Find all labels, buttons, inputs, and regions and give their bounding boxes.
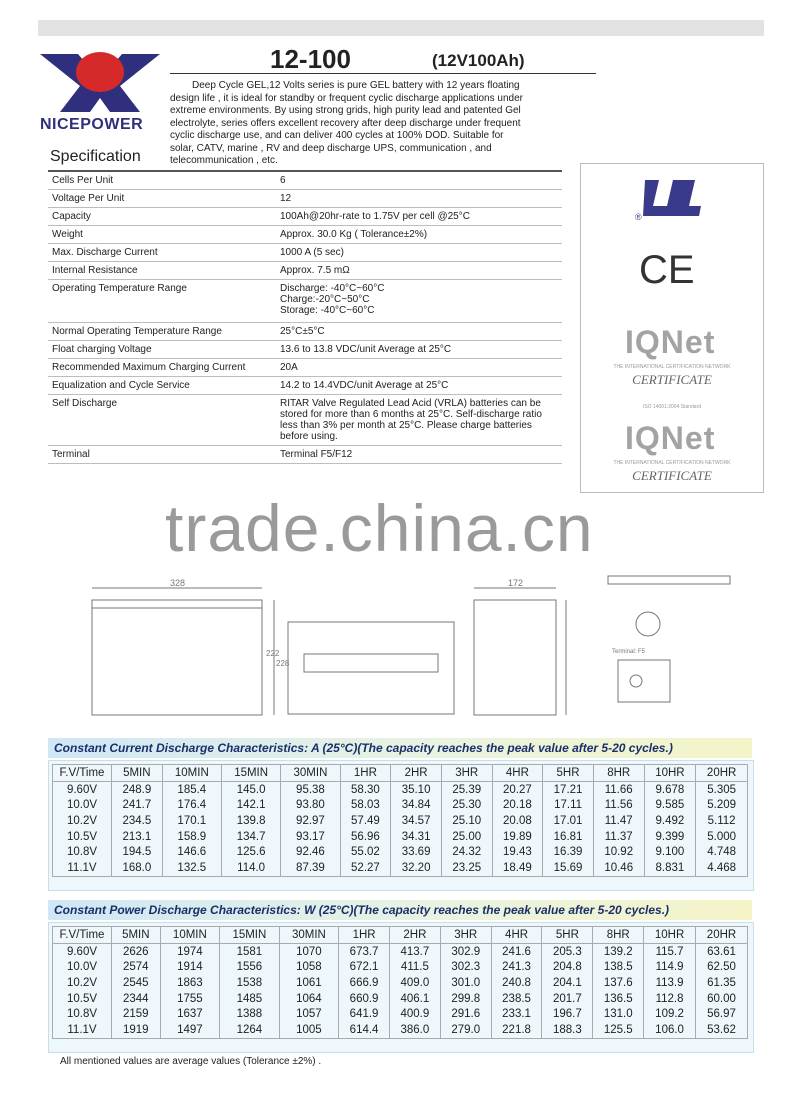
column-header: 1HR — [339, 927, 390, 944]
spec-value: 1000 A (5 sec) — [276, 244, 562, 262]
table-row — [53, 991, 748, 1007]
value-cell: 112.8 — [644, 991, 696, 1007]
value-cell: 87.39 — [281, 860, 340, 876]
value-cell: 1388 — [220, 1006, 280, 1022]
column-header: 8HR — [593, 927, 644, 944]
value-cell: 11.47 — [593, 813, 644, 829]
value-cell: 92.97 — [281, 813, 340, 829]
battery-dimension-drawings — [52, 560, 750, 730]
value-cell: 16.81 — [543, 829, 594, 845]
spec-value: Discharge: -40°C~60°C Charge:-20°C~50°C Storage: -40°C~60°C — [276, 280, 562, 323]
value-cell: 114.9 — [644, 960, 696, 976]
brand-name: NICEPOWER — [40, 116, 144, 133]
voltage-cell: 10.8V — [53, 844, 112, 860]
value-cell: 53.62 — [696, 1022, 748, 1038]
table-row — [53, 1022, 748, 1038]
value-cell: 95.38 — [281, 782, 340, 798]
spec-row — [48, 395, 562, 446]
value-cell: 1538 — [220, 975, 280, 991]
voltage-cell: 11.1V — [53, 1022, 112, 1038]
value-cell: 138.5 — [593, 960, 644, 976]
dim-length: 328 — [170, 578, 186, 588]
spec-key: Capacity — [48, 208, 276, 226]
value-cell: 291.6 — [440, 1006, 491, 1022]
nicepower-logo — [38, 46, 162, 116]
spec-value: 20A — [276, 359, 562, 377]
voltage-cell: 10.2V — [53, 975, 112, 991]
table-row — [53, 844, 748, 860]
value-cell: 93.80 — [281, 798, 340, 814]
value-cell: 660.9 — [339, 991, 390, 1007]
column-header: F.V/Time — [53, 765, 112, 782]
value-cell: 139.8 — [221, 813, 280, 829]
voltage-cell: 9.60V — [53, 782, 112, 798]
current-table-header: Constant Current Discharge Characteristics: A (25°C)(The capacity reaches the peak value after 5-20 cycles.) — [48, 738, 752, 758]
spec-key: Self Discharge — [48, 395, 276, 446]
value-cell: 9.678 — [644, 782, 696, 798]
iqnet-network-1: THE INTERNATIONAL CERTIFICATION NETWORK — [613, 364, 731, 370]
value-cell: 57.49 — [340, 813, 391, 829]
value-cell: 25.10 — [441, 813, 492, 829]
value-cell: 8.831 — [644, 860, 696, 876]
spec-row — [48, 377, 562, 395]
iqnet-logo-1: IQNet — [625, 324, 716, 360]
spec-row — [48, 208, 562, 226]
voltage-cell: 9.60V — [53, 944, 112, 960]
value-cell: 238.5 — [491, 991, 542, 1007]
value-cell: 17.01 — [543, 813, 594, 829]
value-cell: 2344 — [112, 991, 161, 1007]
value-cell: 11.66 — [593, 782, 644, 798]
value-cell: 301.0 — [440, 975, 491, 991]
certificate-caption-2: CERTIFICATE — [632, 468, 712, 483]
value-cell: 114.0 — [221, 860, 280, 876]
column-header: 10MIN — [162, 765, 221, 782]
value-cell: 1637 — [160, 1006, 220, 1022]
column-header: 5HR — [543, 765, 594, 782]
value-cell: 5.000 — [696, 829, 748, 845]
value-cell: 5.305 — [696, 782, 748, 798]
spec-key: Max. Discharge Current — [48, 244, 276, 262]
column-header: 30MIN — [281, 765, 340, 782]
value-cell: 61.35 — [696, 975, 748, 991]
value-cell: 18.49 — [492, 860, 543, 876]
power-table-header: Constant Power Discharge Characteristics: W (25°C)(The capacity reaches the peak value after 5-20 cycles.) — [48, 900, 752, 920]
column-header: 3HR — [440, 927, 491, 944]
iqnet-network-2: THE INTERNATIONAL CERTIFICATION NETWORK — [613, 460, 731, 466]
value-cell: 9.399 — [644, 829, 696, 845]
value-cell: 641.9 — [339, 1006, 390, 1022]
value-cell: 299.8 — [440, 991, 491, 1007]
column-header: 2HR — [391, 765, 442, 782]
terminal-label: Terminal: F5 — [612, 649, 646, 655]
value-cell: 9.492 — [644, 813, 696, 829]
value-cell: 386.0 — [389, 1022, 440, 1038]
value-cell: 25.39 — [441, 782, 492, 798]
value-cell: 125.5 — [593, 1022, 644, 1038]
footnote: All mentioned values are average values (Tolerance ±2%) . — [60, 1056, 322, 1067]
voltage-cell: 10.5V — [53, 991, 112, 1007]
table-row — [53, 829, 748, 845]
value-cell: 2574 — [112, 960, 161, 976]
value-cell: 19.89 — [492, 829, 543, 845]
spec-row — [48, 171, 562, 190]
spec-value: 100Ah@20hr-rate to 1.75V per cell @25°C — [276, 208, 562, 226]
value-cell: 17.21 — [543, 782, 594, 798]
spec-row — [48, 341, 562, 359]
value-cell: 1919 — [112, 1022, 161, 1038]
dim-height: 222 — [266, 649, 280, 658]
table-row — [53, 975, 748, 991]
value-cell: 34.84 — [391, 798, 442, 814]
value-cell: 92.46 — [281, 844, 340, 860]
value-cell: 302.9 — [440, 944, 491, 960]
value-cell: 201.7 — [542, 991, 593, 1007]
value-cell: 204.1 — [542, 975, 593, 991]
value-cell: 20.27 — [492, 782, 543, 798]
value-cell: 115.7 — [644, 944, 696, 960]
spec-value: 6 — [276, 171, 562, 190]
value-cell: 409.0 — [389, 975, 440, 991]
ce-mark: CE — [639, 248, 695, 292]
value-cell: 241.6 — [491, 944, 542, 960]
value-cell: 666.9 — [339, 975, 390, 991]
spec-title: Specification — [50, 148, 141, 165]
value-cell: 52.27 — [340, 860, 391, 876]
value-cell: 10.46 — [593, 860, 644, 876]
spec-row — [48, 359, 562, 377]
value-cell: 4.468 — [696, 860, 748, 876]
value-cell: 241.3 — [491, 960, 542, 976]
value-cell: 137.6 — [593, 975, 644, 991]
spec-row — [48, 280, 562, 323]
voltage-cell: 10.5V — [53, 829, 112, 845]
column-header: 20HR — [696, 765, 748, 782]
value-cell: 1581 — [220, 944, 280, 960]
value-cell: 406.1 — [389, 991, 440, 1007]
value-cell: 25.30 — [441, 798, 492, 814]
value-cell: 302.3 — [440, 960, 491, 976]
voltage-cell: 10.0V — [53, 960, 112, 976]
value-cell: 185.4 — [162, 782, 221, 798]
spec-value: 13.6 to 13.8 VDC/unit Average at 25°C — [276, 341, 562, 359]
watermark: trade.china.cn — [165, 491, 594, 565]
value-cell: 672.1 — [339, 960, 390, 976]
spec-value: Approx. 7.5 mΩ — [276, 262, 562, 280]
value-cell: 1755 — [160, 991, 220, 1007]
value-cell: 109.2 — [644, 1006, 696, 1022]
column-header: 5HR — [542, 927, 593, 944]
spec-row — [48, 226, 562, 244]
value-cell: 188.3 — [542, 1022, 593, 1038]
spec-value: 14.2 to 14.4VDC/unit Average at 25°C — [276, 377, 562, 395]
value-cell: 63.61 — [696, 944, 748, 960]
value-cell: 20.08 — [492, 813, 543, 829]
table-header-row — [53, 927, 748, 944]
certificates-panel — [580, 163, 764, 493]
spec-key: Recommended Maximum Charging Current — [48, 359, 276, 377]
value-cell: 400.9 — [389, 1006, 440, 1022]
value-cell: 233.1 — [491, 1006, 542, 1022]
column-header: 15MIN — [221, 765, 280, 782]
value-cell: 23.25 — [441, 860, 492, 876]
value-cell: 11.37 — [593, 829, 644, 845]
value-cell: 11.56 — [593, 798, 644, 814]
spec-value: RITAR Valve Regulated Lead Acid (VRLA) batteries can be stored for more than 6 months at 25°C. Self-discharge ratio less than 3% per month at 25°C. Please charge batteries before using. — [276, 395, 562, 446]
spec-key: Weight — [48, 226, 276, 244]
value-cell: 1058 — [279, 960, 339, 976]
model-subtitle: (12V100Ah) — [432, 51, 525, 70]
spec-value: Terminal F5/F12 — [276, 446, 562, 464]
value-cell: 2159 — [112, 1006, 161, 1022]
power-discharge-table — [52, 926, 748, 1039]
value-cell: 24.32 — [441, 844, 492, 860]
column-header: 15MIN — [220, 927, 280, 944]
value-cell: 213.1 — [112, 829, 163, 845]
value-cell: 62.50 — [696, 960, 748, 976]
spec-table — [48, 170, 562, 464]
value-cell: 4.748 — [696, 844, 748, 860]
spec-key: Float charging Voltage — [48, 341, 276, 359]
top-bar — [38, 20, 764, 36]
value-cell: 145.0 — [221, 782, 280, 798]
value-cell: 2545 — [112, 975, 161, 991]
intro-paragraph: Deep Cycle GEL,12 Volts series is pure GEL battery with 12 years floating design life , it is ideal for standby or frequent cyclic discharge applications under extreme environments. By using strong grids, high purity lead and patented Gel electrolyte, series offers excellent recovery after deep discharge under frequent cyclic discharge use, and can deliver 400 cycles at 100% DOD. Suitable for solar, CATV, marine , RV and deep discharge UPS, communication , and telecommunication , etc. — [170, 80, 523, 166]
column-header: 10HR — [644, 927, 696, 944]
value-cell: 1005 — [279, 1022, 339, 1038]
value-cell: 673.7 — [339, 944, 390, 960]
value-cell: 35.10 — [391, 782, 442, 798]
ul-mark-icon — [635, 176, 705, 220]
value-cell: 1914 — [160, 960, 220, 976]
value-cell: 221.8 — [491, 1022, 542, 1038]
column-header: 8HR — [593, 765, 644, 782]
spec-key: Terminal — [48, 446, 276, 464]
value-cell: 1264 — [220, 1022, 280, 1038]
value-cell: 168.0 — [112, 860, 163, 876]
value-cell: 25.00 — [441, 829, 492, 845]
value-cell: 20.18 — [492, 798, 543, 814]
column-header: 3HR — [441, 765, 492, 782]
value-cell: 1070 — [279, 944, 339, 960]
value-cell: 196.7 — [542, 1006, 593, 1022]
value-cell: 55.02 — [340, 844, 391, 860]
value-cell: 205.3 — [542, 944, 593, 960]
value-cell: 15.69 — [543, 860, 594, 876]
current-discharge-table — [52, 764, 748, 877]
value-cell: 58.03 — [340, 798, 391, 814]
value-cell: 411.5 — [389, 960, 440, 976]
spec-key: Equalization and Cycle Service — [48, 377, 276, 395]
column-header: 1HR — [340, 765, 391, 782]
value-cell: 19.43 — [492, 844, 543, 860]
model-title: 12-100 — [270, 44, 351, 74]
table-row — [53, 782, 748, 798]
value-cell: 32.20 — [391, 860, 442, 876]
voltage-cell: 10.2V — [53, 813, 112, 829]
value-cell: 34.57 — [391, 813, 442, 829]
column-header: F.V/Time — [53, 927, 112, 944]
table-row — [53, 1006, 748, 1022]
value-cell: 113.9 — [644, 975, 696, 991]
table-row — [53, 960, 748, 976]
voltage-cell: 11.1V — [53, 860, 112, 876]
value-cell: 134.7 — [221, 829, 280, 845]
voltage-cell: 10.8V — [53, 1006, 112, 1022]
spec-value: 12 — [276, 190, 562, 208]
title-rule — [170, 73, 596, 74]
column-header: 20HR — [696, 927, 748, 944]
column-header: 30MIN — [279, 927, 339, 944]
value-cell: 9.585 — [644, 798, 696, 814]
value-cell: 1863 — [160, 975, 220, 991]
column-header: 5MIN — [112, 765, 163, 782]
table-row — [53, 813, 748, 829]
svg-text:®: ® — [635, 212, 642, 220]
value-cell: 9.100 — [644, 844, 696, 860]
spec-key: Voltage Per Unit — [48, 190, 276, 208]
value-cell: 1061 — [279, 975, 339, 991]
column-header: 4HR — [491, 927, 542, 944]
value-cell: 241.7 — [112, 798, 163, 814]
value-cell: 240.8 — [491, 975, 542, 991]
value-cell: 204.8 — [542, 960, 593, 976]
column-header: 10HR — [644, 765, 696, 782]
iqnet-logo-2: IQNet — [625, 420, 716, 456]
value-cell: 33.69 — [391, 844, 442, 860]
value-cell: 56.96 — [340, 829, 391, 845]
value-cell: 106.0 — [644, 1022, 696, 1038]
table-row — [53, 944, 748, 960]
value-cell: 413.7 — [389, 944, 440, 960]
iso-standard-text: ISO 14001:2004 Standard — [642, 404, 702, 410]
spec-key: Cells Per Unit — [48, 171, 276, 190]
value-cell: 1485 — [220, 991, 280, 1007]
dim-width: 172 — [508, 578, 524, 588]
value-cell: 5.112 — [696, 813, 748, 829]
value-cell: 1497 — [160, 1022, 220, 1038]
value-cell: 58.30 — [340, 782, 391, 798]
value-cell: 1974 — [160, 944, 220, 960]
value-cell: 279.0 — [440, 1022, 491, 1038]
column-header: 4HR — [492, 765, 543, 782]
spec-key: Internal Resistance — [48, 262, 276, 280]
value-cell: 248.9 — [112, 782, 163, 798]
spec-value: 25°C±5°C — [276, 323, 562, 341]
value-cell: 17.11 — [543, 798, 594, 814]
value-cell: 60.00 — [696, 991, 748, 1007]
value-cell: 16.39 — [543, 844, 594, 860]
value-cell: 93.17 — [281, 829, 340, 845]
value-cell: 1057 — [279, 1006, 339, 1022]
value-cell: 234.5 — [112, 813, 163, 829]
spec-value: Approx. 30.0 Kg ( Tolerance±2%) — [276, 226, 562, 244]
value-cell: 1556 — [220, 960, 280, 976]
spec-row — [48, 262, 562, 280]
value-cell: 56.97 — [696, 1006, 748, 1022]
column-header: 10MIN — [160, 927, 220, 944]
value-cell: 2626 — [112, 944, 161, 960]
value-cell: 158.9 — [162, 829, 221, 845]
value-cell: 131.0 — [593, 1006, 644, 1022]
table-header-row — [53, 765, 748, 782]
spec-key: Normal Operating Temperature Range — [48, 323, 276, 341]
value-cell: 170.1 — [162, 813, 221, 829]
value-cell: 136.5 — [593, 991, 644, 1007]
value-cell: 5.209 — [696, 798, 748, 814]
value-cell: 132.5 — [162, 860, 221, 876]
table-row — [53, 860, 748, 876]
spec-row — [48, 446, 562, 464]
column-header: 2HR — [389, 927, 440, 944]
spec-row — [48, 244, 562, 262]
value-cell: 176.4 — [162, 798, 221, 814]
value-cell: 614.4 — [339, 1022, 390, 1038]
spec-row — [48, 190, 562, 208]
certificate-caption-1: CERTIFICATE — [632, 372, 712, 387]
spec-row — [48, 323, 562, 341]
value-cell: 10.92 — [593, 844, 644, 860]
column-header: 5MIN — [112, 927, 161, 944]
spec-key: Operating Temperature Range — [48, 280, 276, 323]
value-cell: 139.2 — [593, 944, 644, 960]
value-cell: 34.31 — [391, 829, 442, 845]
table-row — [53, 798, 748, 814]
value-cell: 142.1 — [221, 798, 280, 814]
value-cell: 125.6 — [221, 844, 280, 860]
value-cell: 1064 — [279, 991, 339, 1007]
dim-height-total: 228 — [276, 659, 290, 668]
voltage-cell: 10.0V — [53, 798, 112, 814]
value-cell: 146.6 — [162, 844, 221, 860]
value-cell: 194.5 — [112, 844, 163, 860]
